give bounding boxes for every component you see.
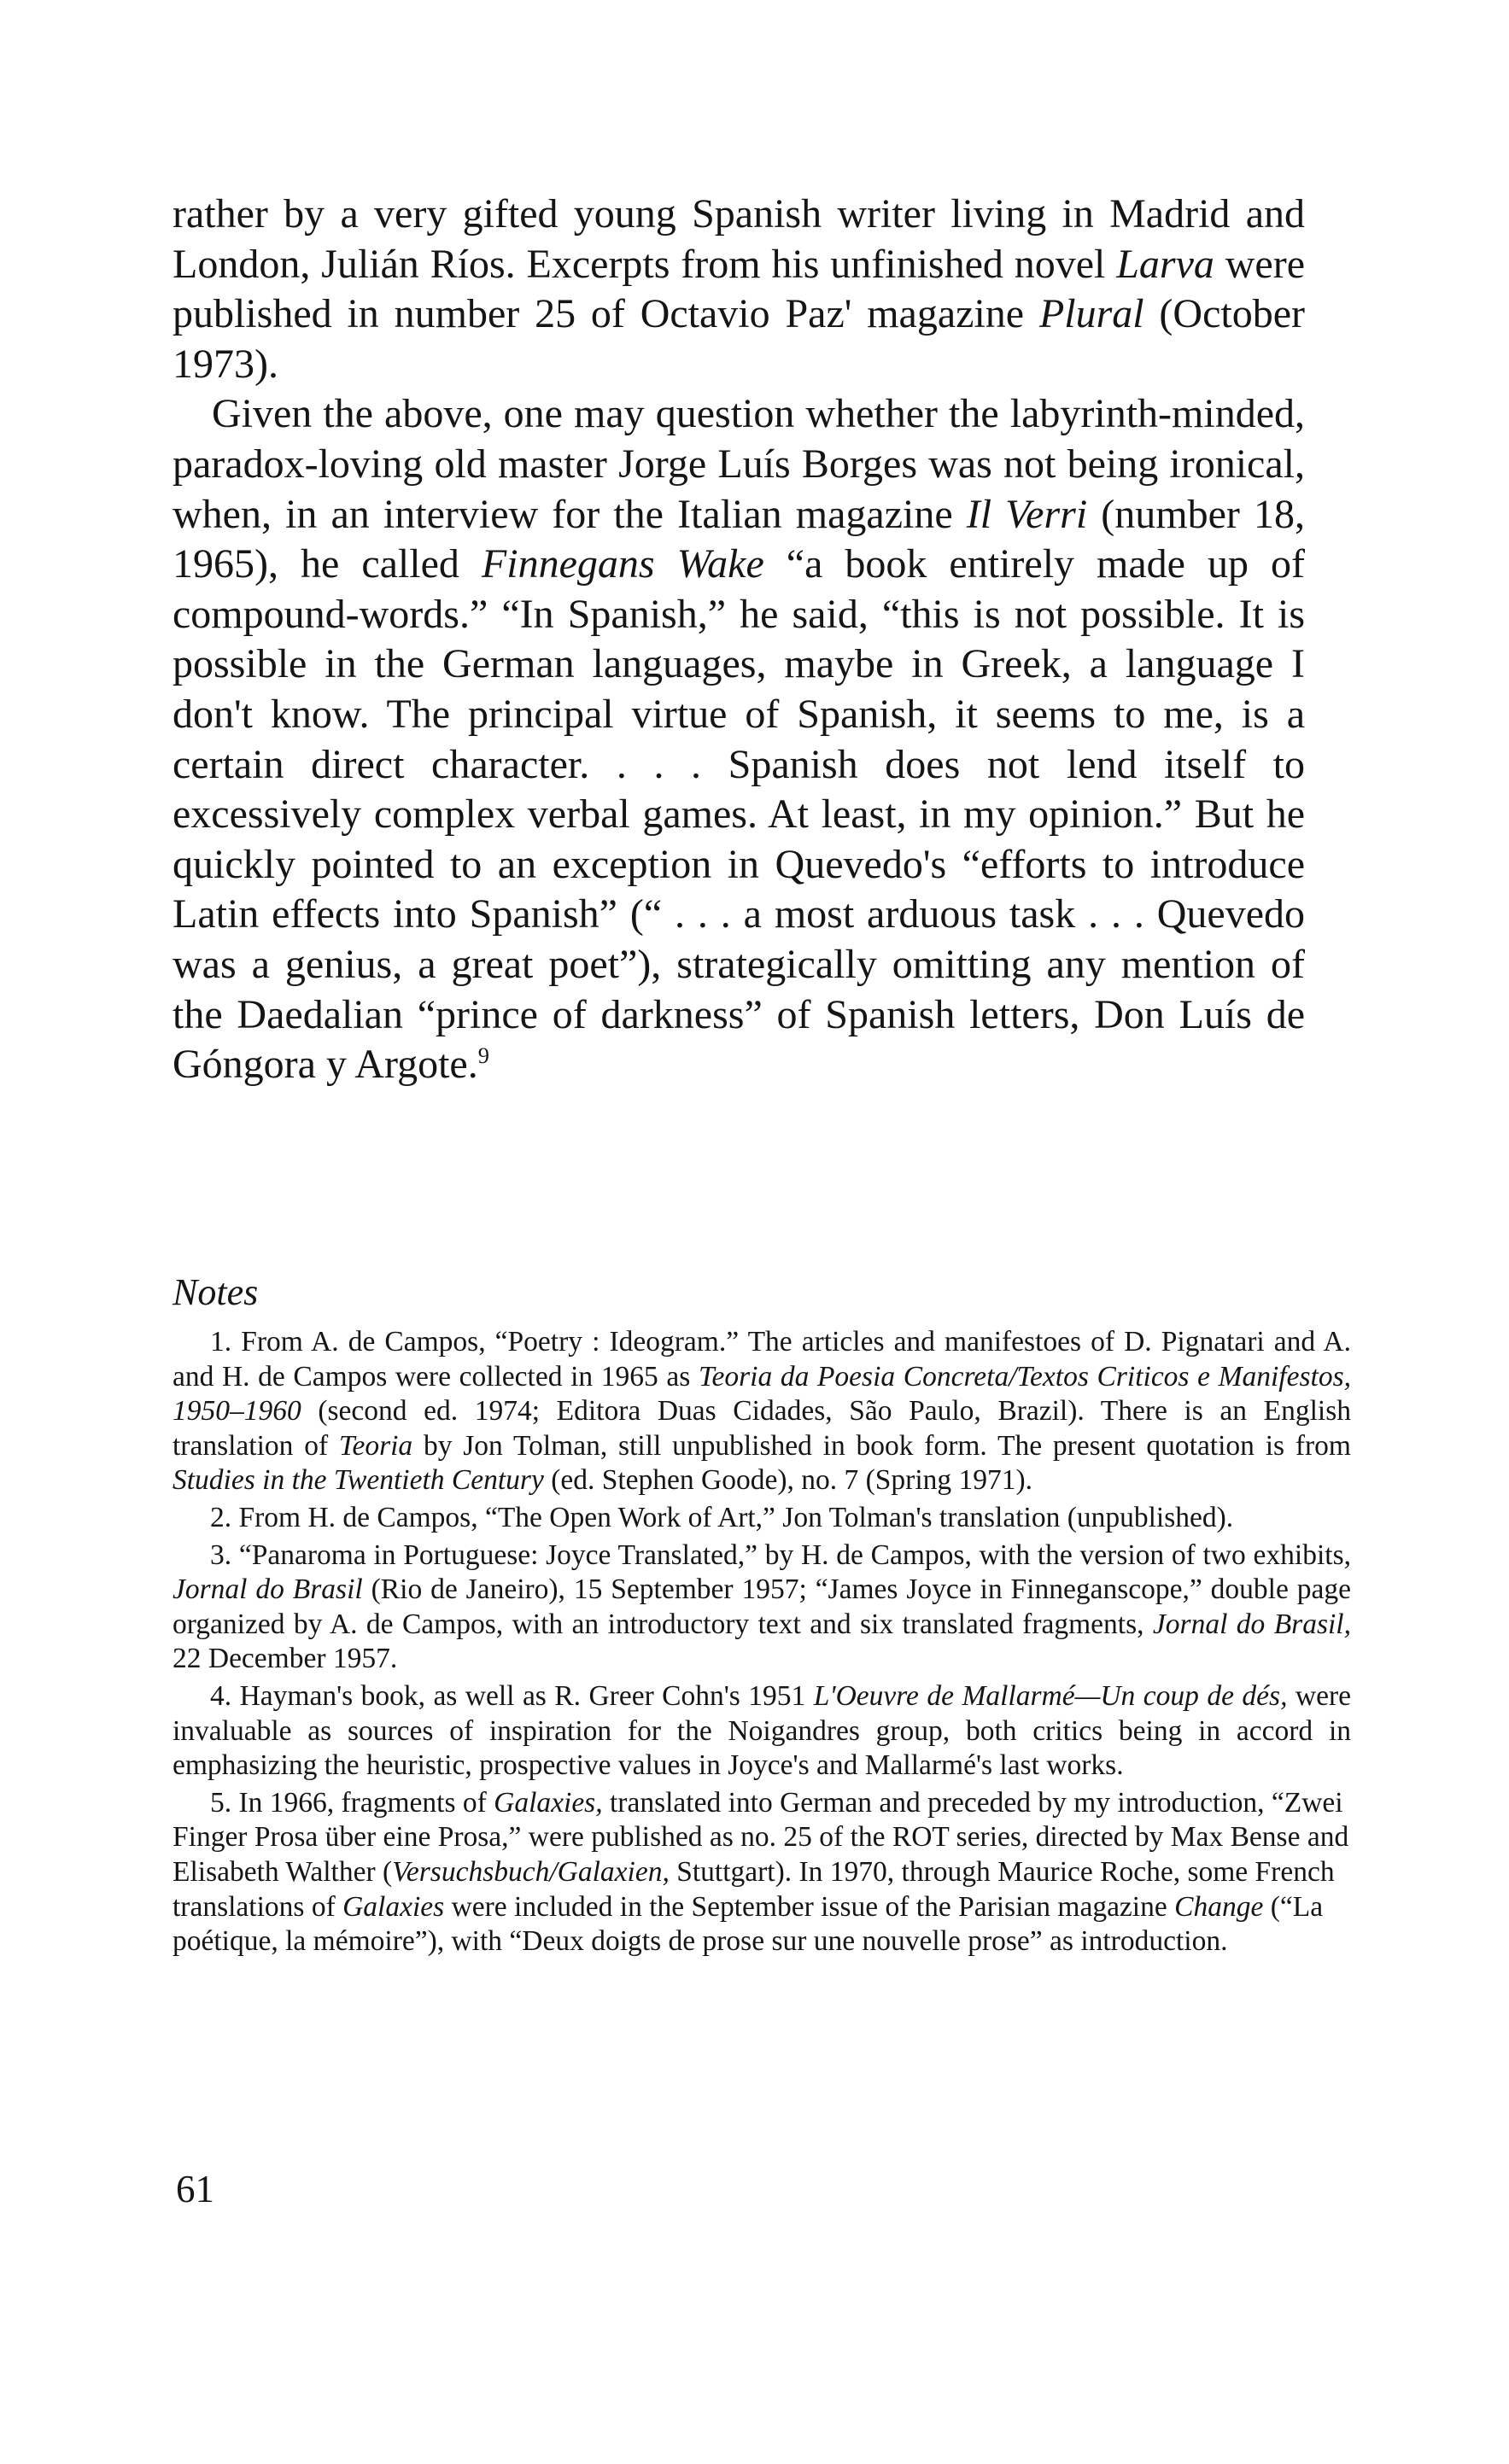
note-text: Hayman's book, as well as R. Greer Cohn's 1951 — [231, 1679, 814, 1712]
note-number: 4. — [210, 1679, 232, 1712]
body-text — [173, 190, 1305, 1090]
note-number: 3. — [210, 1539, 232, 1571]
magazine-title-il-verri: Il Verri — [966, 491, 1088, 537]
note-italic: Studies in the Twentieth Century — [173, 1464, 544, 1497]
note-italic: Jornal do Brasil — [173, 1574, 363, 1606]
note-4 — [173, 1679, 1351, 1784]
note-3 — [173, 1539, 1351, 1677]
note-text: From H. de Campos, “The Open Work of Art,” Jon Tolman's translation (unpublished). — [231, 1501, 1234, 1533]
paragraph-text: “a book entirely made up of compound-words.” “In Spanish,” he said, “this is not possible. It is possible in the German languages, maybe in Greek, a language I don't know. The principal virtue of Spanish, it seems to me, is a certain direct character. . . . Spanish does not lend itself to excessively complex verbal games. At least, in my opinion.” But he quickly pointed to an exception in Quevedo's “efforts to introduce Latin effects into Spanish” (“ . . . a most arduous task . . . Quevedo was a genius, a great poet”), strategically omitting any mention of the Daedalian “prince of darkness” of Spanish letters, Don Luís de Góngora y Argote. — [173, 541, 1305, 1088]
body-paragraph-1 — [173, 190, 1305, 389]
note-text: translated into German and preceded by my introduction, “Zwei Finger Prosa über eine Prosa,” were published as no. 25 of the ROT series, directed by Max Bense and Elisabeth Walther ( — [173, 1786, 1349, 1888]
note-text: Stuttgart). In 1970, through Maurice Roche, some French translations of — [173, 1855, 1335, 1923]
note-text: (second ed. 1974; Editora Duas Cidades, São Paulo, Brazil). There is an English translation of — [173, 1395, 1351, 1462]
paragraph-text: rather by a very gifted young Spanish writer living in Madrid and London, Julián Ríos. Excerpts from his unfinished novel — [173, 191, 1305, 287]
notes-heading: Notes — [173, 1271, 259, 1313]
note-text: were included in the September issue of the Parisian magazine — [444, 1890, 1175, 1923]
note-5 — [173, 1786, 1351, 1959]
book-title-finnegans-wake: Finnegans Wake — [481, 541, 764, 587]
paragraph-text: Given the above, one may question whether the labyrinth-minded, paradox-loving old master Jorge Luís Borges was not being ironical, when, in an interview for the Italian magazine — [173, 391, 1305, 537]
note-text: were invaluable as sources of inspiration for the Noigandres group, both critics being in accord in emphasizing the heuristic, prospective values in Joyce's and Mallarmé's last works. — [173, 1679, 1351, 1782]
note-text: (Rio de Janeiro), 15 September 1957; “James Joyce in Finneganscope,” double page organized by A. de Campos, with an introductory text and six translated fragments, — [173, 1574, 1351, 1640]
note-number: 5. — [210, 1786, 232, 1819]
novel-title-larva: Larva — [1116, 241, 1214, 287]
note-text: (ed. Stephen Goode), no. 7 (Spring 1971). — [543, 1464, 1033, 1497]
note-number: 1. — [210, 1326, 232, 1358]
note-text: (“La poétique, la mémoire”), with “Deux doigts de prose sur une nouvelle prose” as introduction. — [173, 1890, 1324, 1958]
body-paragraph-2 — [173, 389, 1305, 1089]
note-text: From A. de Campos, “Poetry : Ideogram.” The articles and manifestoes of D. Pignatari and A. and H. de Campos were collected in 1965 as — [173, 1326, 1351, 1393]
magazine-title-plural: Plural — [1038, 291, 1144, 337]
note-text: In 1966, fragments of — [231, 1786, 494, 1819]
note-italic: Versuchsbuch/Galaxien, — [392, 1855, 670, 1888]
note-number: 2. — [210, 1501, 232, 1533]
note-italic: Teoria da Poesia Concreta/Textos Criticos e Manifestos, 1950–1960 — [173, 1360, 1351, 1428]
note-italic: Change — [1174, 1890, 1264, 1923]
note-text: “Panaroma in Portuguese: Joyce Translated,” by H. de Campos, with the version of two exhibits, — [231, 1539, 1351, 1571]
note-text: 22 December 1957. — [173, 1643, 398, 1675]
note-text: by Jon Tolman, still unpublished in book form. The present quotation is from — [412, 1429, 1351, 1462]
paragraph-text: were published in number 25 of Octavio Paz' magazine — [173, 241, 1305, 337]
note-italic: Jornal do Brasil, — [1152, 1608, 1351, 1640]
note-italic: Galaxies, — [494, 1786, 603, 1819]
notes-list — [173, 1325, 1351, 1962]
paragraph-text: (number 18, 1965), he called — [173, 491, 1305, 587]
note-italic: Teoria — [338, 1429, 413, 1462]
note-italic: Galaxies — [342, 1890, 445, 1923]
page-number: 61 — [176, 2168, 214, 2210]
paragraph-text: (October 1973). — [173, 291, 1306, 387]
footnote-reference: 9 — [477, 1042, 489, 1069]
note-1 — [173, 1325, 1351, 1498]
note-italic: L'Oeuvre de Mallarmé—Un coup de dés, — [813, 1679, 1288, 1712]
note-2 — [173, 1501, 1351, 1536]
